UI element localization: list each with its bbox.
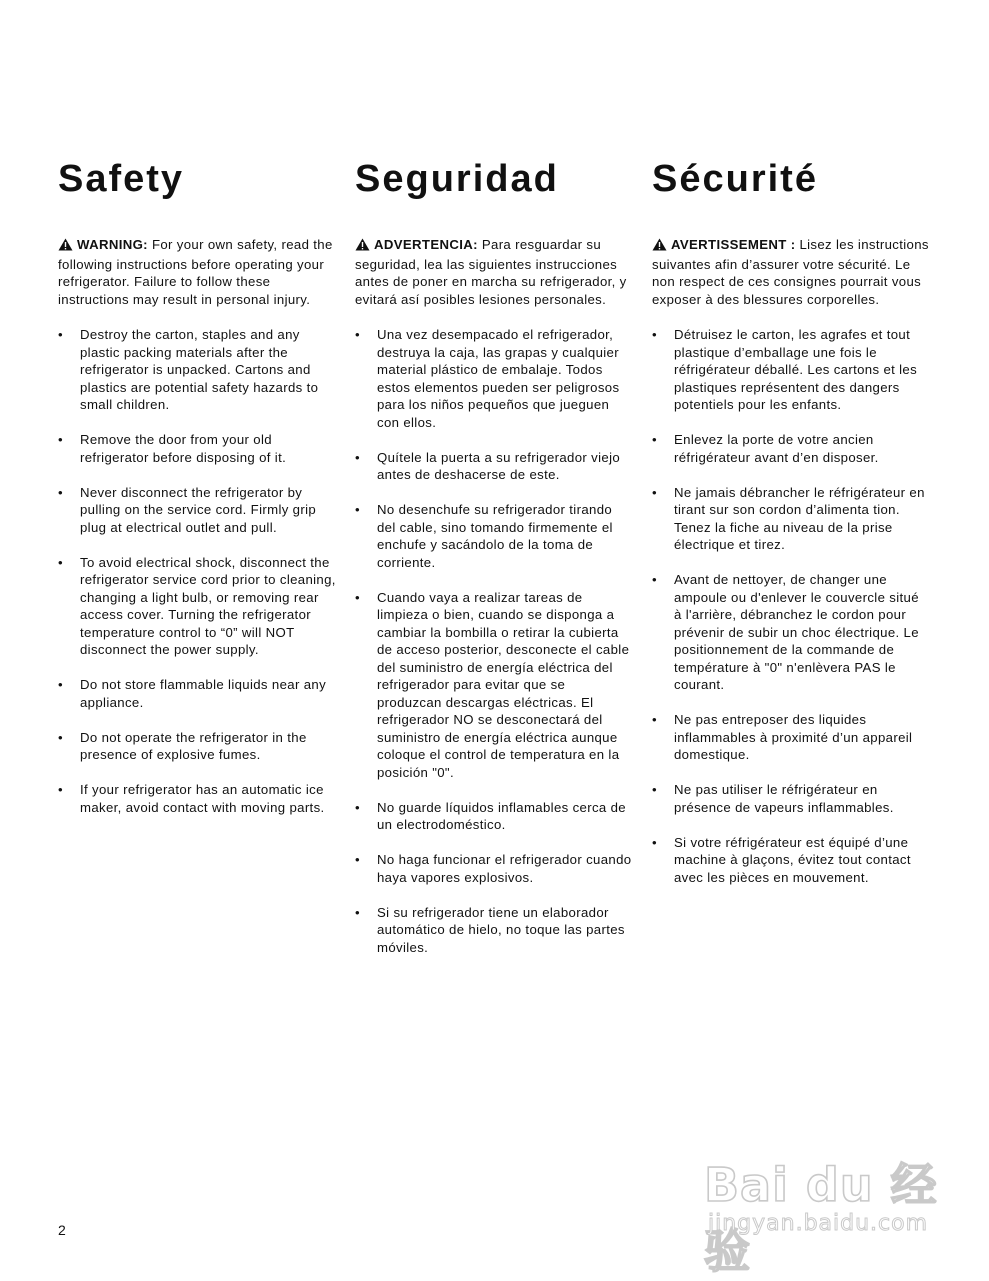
warning-lead: ADVERTENCIA:: [374, 237, 478, 252]
list-item: [652, 711, 930, 764]
bullet: •: [58, 484, 63, 500]
warning-text: Lisez les instructions suivantes afin d’assurer votre sécurité. Le non respect de ces consignes pourrait vous exposer à des blessures corporelles.: [652, 237, 929, 307]
heading-securite: Sécurité: [652, 158, 818, 200]
list-item-text: If your refrigerator has an automatic ice maker, avoid contact with moving parts.: [80, 782, 325, 815]
list-item-text: Ne pas entreposer des liquides inflammables à proximité d’un appareil domestique.: [674, 712, 913, 762]
list-item: [355, 904, 633, 957]
list-item: [652, 834, 930, 887]
bullet: •: [58, 554, 63, 570]
bullet: •: [355, 589, 360, 605]
bullet: •: [58, 729, 63, 745]
bullet: •: [58, 782, 63, 797]
warning-lead: AVERTISSEMENT :: [671, 237, 796, 252]
warning-triangle-icon: [652, 238, 667, 256]
list-item-text: No desenchufe su refrigerador tirando del cable, sino tomando firmemente el enchufe y sacándolo de la toma de corriente.: [377, 502, 613, 570]
bullet: •: [355, 502, 360, 517]
bullet: •: [355, 449, 360, 465]
list-item-text: Si votre réfrigérateur est équipé d’une machine à glaçons, évitez tout contact avec les pièces en mouvement.: [674, 834, 911, 885]
bullet: •: [58, 677, 63, 692]
list-item: [355, 799, 633, 834]
bullet: •: [652, 572, 657, 587]
list-item: [355, 449, 633, 484]
list-item: [652, 781, 930, 816]
list-item-text: Do not store flammable liquids near any appliance.: [80, 677, 327, 710]
list-item: [355, 851, 633, 886]
safety-list: [58, 326, 336, 816]
bullet: •: [355, 852, 360, 867]
watermark: [700, 1125, 940, 1278]
warning-text: For your own safety, read the following instructions before operating your refrigerator. Failure to follow these instructions may result in personal injury.: [58, 237, 333, 307]
list-item-text: Never disconnect the refrigerator by pulling on the service cord. Firmly grip plug at electrical outlet and pull.: [80, 484, 317, 535]
bullet: •: [355, 327, 360, 342]
list-item-text: Destroy the carton, staples and any plastic packing materials after the refrigerator is unpacked. Cartons and plastics are potential safety hazards to small children.: [80, 327, 319, 412]
bullet: •: [652, 327, 657, 342]
list-item: [355, 326, 633, 431]
list-item-text: Una vez desempacado el refrigerador, destruya la caja, las grapas y cualquier material plástico de embalaje. Todos estos elementos pueden ser peligrosos para los niños pequeños que jueguen con ellos.: [377, 327, 620, 430]
list-item-text: No haga funcionar el refrigerador cuando haya vapores explosivos.: [377, 852, 632, 885]
list-item: [58, 326, 336, 414]
watermark-url: jingyan.baidu.com: [708, 1211, 929, 1236]
list-item-text: Avant de nettoyer, de changer une ampoule ou d'enlever le couvercle situé à l'arrière, débranchez le cordon pour prévenir de subir un choc électrique. Le positionnement de la commande de température à "0" n'enlèvera PAS le courant.: [674, 572, 919, 692]
bullet: •: [652, 432, 657, 447]
warning-triangle-icon: [355, 238, 370, 256]
warning-lead: WARNING:: [77, 237, 148, 252]
heading-seguridad: Seguridad: [355, 158, 559, 200]
list-item-text: Ne jamais débrancher le réfrigérateur en tirant sur son cordon d’alimenta tion. Tenez la fiche au niveau de la prise électrique et tirez.: [674, 484, 925, 552]
watermark-logo: Bai du 经验: [704, 1158, 938, 1278]
list-item: [652, 571, 930, 694]
list-item: [652, 326, 930, 414]
list-item-text: No guarde líquidos inflamables cerca de un electrodoméstico.: [377, 799, 626, 832]
list-item: [652, 484, 930, 554]
bullet: •: [652, 782, 657, 797]
list-item-text: Remove the door from your old refrigerator before disposing of it.: [80, 432, 287, 465]
list-item: [58, 781, 336, 816]
warning-paragraph: [58, 236, 336, 308]
list-item: [58, 431, 336, 466]
warning-text: Para resguardar su seguridad, lea las siguientes instrucciones antes de poner en marcha su refrigerador, y evitará así posibles lesiones personales.: [355, 237, 627, 307]
bullet: •: [355, 904, 360, 920]
bullet: •: [58, 327, 63, 342]
list-item-text: To avoid electrical shock, disconnect the refrigerator service cord prior to cleaning, changing a light bulb, or removing rear access cover. Turning the refrigerator temperature control to “0” will NOT disconnect the power supply.: [80, 554, 336, 657]
warning-triangle-icon: [58, 238, 73, 256]
safety-list: [355, 326, 633, 956]
column-spanish: [355, 156, 633, 974]
bullet: •: [652, 834, 657, 850]
list-item-text: Do not operate the refrigerator in the presence of explosive fumes.: [80, 729, 307, 762]
list-item: [58, 554, 336, 659]
list-item-text: Quítele la puerta a su refrigerador viejo antes de deshacerse de este.: [377, 449, 621, 482]
heading-safety: Safety: [58, 158, 185, 200]
list-item: [355, 589, 633, 782]
column-french: [652, 156, 930, 904]
bullet: •: [355, 799, 360, 815]
list-item-text: Ne pas utiliser le réfrigérateur en présence de vapeurs inflammables.: [674, 782, 894, 815]
list-item-text: Si su refrigerador tiene un elaborador automático de hielo, no toque las partes móviles.: [377, 904, 625, 955]
list-item-text: Cuando vaya a realizar tareas de limpieza o bien, cuando se disponga a cambiar la bombilla o retirar la cubierta de acceso posterior, desconecte el cable del suministro de energía eléctrica del refrigerador para evitar que se produzcan descargas eléctricas. El refrigerador NO se desconectará del suministro de energía eléctrica aunque coloque el control de temperatura en la posición "0".: [377, 589, 630, 780]
list-item: [58, 729, 336, 764]
bullet: •: [652, 712, 657, 727]
list-item-text: Enlevez la porte de votre ancien réfrigérateur avant d’en disposer.: [674, 432, 879, 465]
list-item: [58, 676, 336, 711]
list-item: [355, 501, 633, 571]
page-number: 2: [58, 1222, 66, 1238]
list-item-text: Détruisez le carton, les agrafes et tout plastique d’emballage une fois le réfrigérateur déballé. Les cartons et les plastiques représentent des dangers potentiels pour les enfants.: [674, 327, 918, 412]
bullet: •: [58, 432, 63, 447]
list-item: [58, 484, 336, 537]
safety-list: [652, 326, 930, 886]
bullet: •: [652, 484, 657, 500]
warning-paragraph: [652, 236, 930, 308]
column-english: [58, 156, 336, 834]
warning-paragraph: [355, 236, 633, 308]
list-item: [652, 431, 930, 466]
